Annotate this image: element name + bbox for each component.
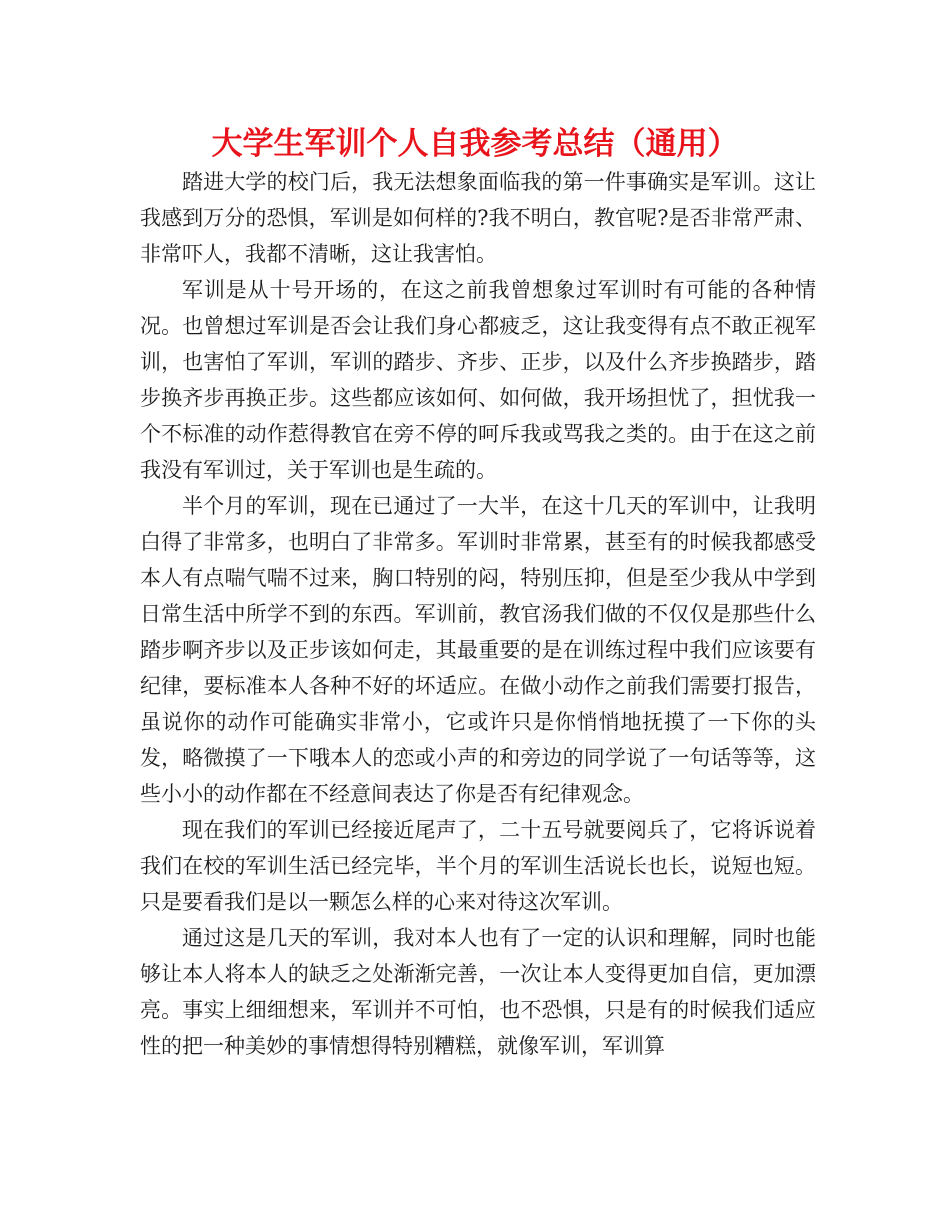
paragraph-5: 通过这是几天的军训，我对本人也有了一定的认识和理解，同时也能够让本人将本人的缺乏之处渐渐完善，一次让本人变得更加自信，更加漂亮。事实上细细想来，军训并不可怕，也不恐惧，只是有的时候我们适应性的把一种美妙的事情想得特别糟糕，就像军训，军训算 <box>140 926 816 1058</box>
paragraph-3: 半个月的军训，现在已通过了一大半，在这十几天的军训中，让我明白得了非常多，也明白了非常多。军训时非常累，甚至有的时候我都感受本人有点喘气喘不过来，胸口特别的闷，特别压抑，但是至少我从中学到日常生活中所学不到的东西。军训前，教官汤我们做的不仅仅是那些什么踏步啊齐步以及正步该如何走，其最重要的是在训练过程中我们应该要有纪律，要标准本人各种不好的坏适应。在做小动作之前我们需要打报告，虽说你的动作可能确实非常小，它或许只是你悄悄地抚摸了一下你的头发，略微摸了一下哦本人的恋或小声的和旁边的同学说了一句话等等，这些小小的动作都在不经意间表达了你是否有纪律观念。 <box>140 494 816 806</box>
paragraph-2: 军训是从十号开场的，在这之前我曾想象过军训时有可能的各种情况。也曾想过军训是否会让我们身心都疲乏，这让我变得有点不敢正视军训，也害怕了军训，军训的踏步、齐步、正步，以及什么齐步换踏步，踏步换齐步再换正步。这些都应该如何、如何做，我开场担忧了，担忧我一个不标准的动作惹得教官在旁不停的呵斥我或骂我之类的。由于在这之前我没有军训过，关于军训也是生疏的。 <box>140 278 816 482</box>
document-body <box>140 164 816 1064</box>
document-title: 大学生军训个人自我参考总结（通用） <box>211 126 739 162</box>
paragraph-4: 现在我们的军训已经接近尾声了，二十五号就要阅兵了，它将诉说着我们在校的军训生活已经完毕，半个月的军训生活说长也长，说短也短。只是要看我们是以一颗怎么样的心来对待这次军训。 <box>140 818 816 914</box>
paragraph-1: 踏进大学的校门后，我无法想象面临我的第一件事确实是军训。这让我感到万分的恐惧，军训是如何样的?我不明白，教官呢?是否非常严肃、非常吓人，我都不清晰，这让我害怕。 <box>140 170 816 266</box>
